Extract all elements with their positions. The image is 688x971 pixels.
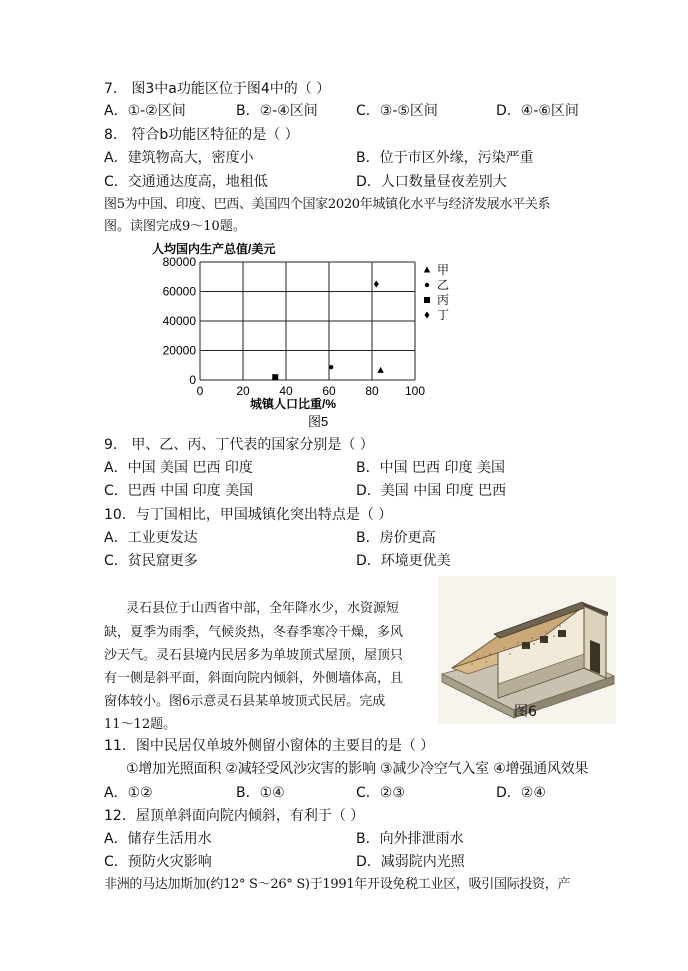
passage-line-3: 沙天气。灵石县境内民居多为单坡顶式屋顶，屋顶只: [104, 648, 404, 663]
passage-line-2: 缺，夏季为雨季，气候炎热，冬春季寒冷干燥，多风: [104, 625, 404, 640]
x-tick-label: 0: [196, 384, 204, 398]
q8-option-d: D．人口数量昼夜差别大: [356, 174, 507, 190]
question-8-stem: 8． 符合b功能区特征的是（ ）: [104, 127, 299, 143]
q7-option-a: A．①-②区间: [104, 103, 186, 119]
q10-option-a: A．工业更发达: [104, 530, 198, 546]
q9-option-b: B．中国 巴西 印度 美国: [356, 460, 505, 476]
legend-marker-triangle: [424, 267, 430, 273]
chart-x-ticks: [197, 384, 426, 398]
chart-xlabel: 城镇人口比重/%: [250, 397, 337, 411]
y-tick-label: 20000: [162, 343, 196, 358]
q10-option-d: D．环境更优美: [356, 553, 451, 569]
q12-option-d: D．减弱院内光照: [356, 854, 465, 870]
figure-6-house-illustration: [438, 576, 616, 724]
q7-option-b: B．②-④区间: [236, 103, 318, 119]
x-tick-label: 40: [279, 384, 293, 398]
chart-legend: [424, 263, 449, 322]
fig5-intro-line2: 图。读图完成9～10题。: [104, 219, 246, 234]
passage-line-5: 窗体较小。图6示意灵石县某单坡顶式民居。完成: [104, 694, 386, 709]
legend-label: 丙: [437, 293, 450, 307]
q11-choices: ①增加光照面积 ②减轻受风沙灾害的影响 ③减少冷空气入室 ④增强通风效果: [126, 761, 589, 777]
q11-option-b: B．①④: [236, 785, 285, 801]
legend-marker-square: [424, 297, 430, 303]
legend-label: 乙: [437, 278, 450, 292]
legend-label: 丁: [437, 308, 450, 322]
chart-ylabel: 人均国内生产总值/美元: [152, 242, 276, 256]
passage-line-1: 灵石县位于山西省中部，全年降水少，水资源短: [126, 601, 400, 616]
q7-option-d: D．④-⑥区间: [496, 103, 579, 119]
q8-option-c: C．交通通达度高，地租低: [104, 174, 268, 190]
q12-option-c: C．预防火灾影响: [104, 854, 212, 870]
chart-grid: [200, 262, 415, 380]
question-12-stem: 12．屋顶单斜面向院内倾斜，有利于（ ）: [104, 808, 365, 824]
y-tick-label: 0: [189, 373, 196, 387]
q7-option-c: C．③-⑤区间: [356, 103, 438, 119]
y-tick-label: 60000: [162, 284, 196, 299]
legend-marker-dot: [425, 283, 429, 287]
question-9-stem: 9． 甲、乙、丙、丁代表的国家分别是（ ）: [104, 437, 374, 453]
chart-points: [272, 281, 384, 381]
q10-option-b: B．房价更高: [356, 530, 436, 546]
q8-option-b: B．位于市区外缘，污染严重: [356, 150, 534, 166]
q9-option-a: A．中国 美国 巴西 印度: [104, 460, 253, 476]
question-7-stem: 7． 图3中a功能区位于图4中的（ ）: [104, 81, 331, 97]
x-tick-label: 60: [322, 384, 336, 398]
q11-option-a: A．①②: [104, 785, 153, 801]
y-tick-label: 80000: [162, 255, 196, 269]
q8-option-a: A．建筑物高大，密度小: [104, 150, 254, 166]
legend-label: 甲: [437, 263, 450, 277]
q11-option-c: C．②③: [356, 785, 405, 801]
data-point-square: [272, 374, 278, 380]
x-tick-label: 20: [236, 384, 250, 398]
chart-caption: 图5: [308, 414, 329, 429]
data-point-dot: [329, 365, 333, 369]
legend-marker-diamond: [425, 312, 430, 319]
figure-5-scatter-chart: [150, 242, 460, 432]
q9-option-d: D．美国 中国 印度 巴西: [356, 483, 507, 499]
q12-option-b: B．向外排泄雨水: [356, 831, 464, 847]
chart-y-ticks: [163, 255, 197, 387]
passage-line-6: 11～12题。: [104, 717, 177, 732]
q11-option-d: D．②④: [496, 785, 546, 801]
y-tick-label: 40000: [162, 314, 196, 328]
data-point-triangle: [377, 367, 383, 373]
q9-option-c: C．巴西 中国 印度 美国: [104, 483, 254, 499]
x-tick-label: 100: [404, 384, 426, 398]
figure-6-caption: 图6: [514, 704, 537, 720]
data-point-diamond: [374, 281, 379, 288]
q12-option-a: A．储存生活用水: [104, 831, 212, 847]
question-11-stem: 11．图中民居仅单坡外侧留小窗体的主要目的是（ ）: [104, 738, 435, 754]
closing-passage-line: 非洲的马达加斯加(约12° S～26° S)于1991年开设免税工业区，吸引国际投资，产: [104, 877, 571, 892]
question-10-stem: 10．与丁国相比，甲国城镇化突出特点是（ ）: [104, 507, 393, 523]
x-tick-label: 80: [365, 384, 379, 398]
passage-line-4: 有一侧是斜平面，斜面向院内倾斜，外侧墙体高，且: [104, 671, 404, 686]
fig5-intro-line1: 图5为中国、印度、巴西、美国四个国家2020年城镇化水平与经济发展水平关系: [104, 197, 551, 212]
q10-option-c: C．贫民窟更多: [104, 553, 198, 569]
